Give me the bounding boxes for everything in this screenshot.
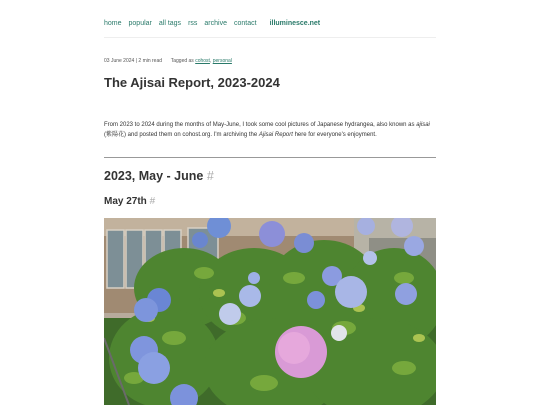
nav-contact-link[interactable]: contact [233, 20, 257, 27]
subsection-heading: May 27th # [104, 196, 156, 207]
intro-paragraph: From 2023 to 2024 during the months of May-June, I took some cool pictures of Japanese hydrangea, also known as ajisai (紫陽花) and posted them on cohost.org. I'm archiving the Ajisai Report here for everyone's enjoyment. [104, 122, 430, 138]
section-anchor-link[interactable]: # [206, 169, 214, 183]
section-heading: 2023, May - June # [104, 169, 214, 183]
subsection-anchor-link[interactable]: # [149, 196, 156, 207]
nav-home-link[interactable]: home [104, 20, 122, 27]
top-nav [104, 20, 436, 27]
nav-archive-link[interactable]: archive [204, 20, 227, 27]
tagged-label: Tagged as [170, 58, 194, 64]
tag-cohost-link[interactable]: cohost [195, 58, 210, 64]
nav-divider [104, 37, 436, 38]
page-title: The Ajisai Report, 2023-2024 [104, 75, 280, 90]
section-divider [104, 157, 436, 158]
site-brand-link[interactable]: illuminesce.net [269, 20, 321, 27]
read-time: 2 min read [138, 58, 163, 64]
nav-rss-link[interactable]: rss [188, 20, 198, 27]
hydrangea-photo [104, 218, 436, 405]
tag-personal-link[interactable]: personal [212, 58, 232, 64]
post-meta: 03 June 2024 | 2 min read Tagged as cohost, personal [104, 58, 232, 64]
post-date: 03 June 2024 [104, 58, 135, 64]
nav-all-tags-link[interactable]: all tags [158, 20, 182, 27]
nav-popular-link[interactable]: popular [128, 20, 152, 27]
